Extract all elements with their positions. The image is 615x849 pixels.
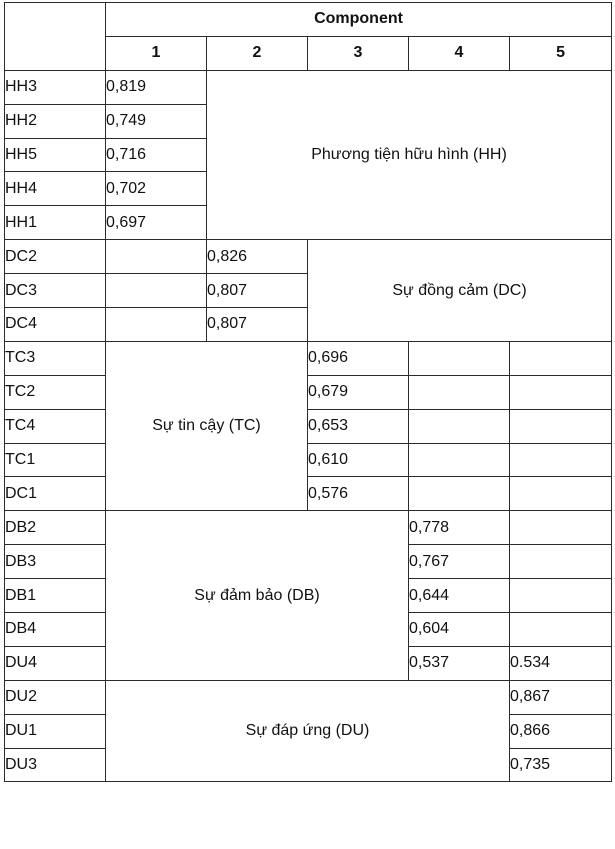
row-label: TC2 [5, 375, 106, 409]
empty-cell [510, 341, 612, 375]
empty-cell [409, 409, 510, 443]
loading-value: 0.534 [510, 646, 612, 680]
column-header-4: 4 [409, 36, 510, 70]
group-label-hh: Phương tiện hữu hình (HH) [207, 70, 612, 239]
loading-value: 0,807 [207, 308, 308, 342]
row-label: DU4 [5, 646, 106, 680]
loading-value: 0,749 [106, 104, 207, 138]
loading-value: 0,819 [106, 70, 207, 104]
table-row [5, 511, 612, 545]
row-label: DU1 [5, 714, 106, 748]
loading-value: 0,610 [308, 443, 409, 477]
empty-cell [510, 613, 612, 647]
table-row [5, 341, 612, 375]
empty-cell [510, 477, 612, 511]
row-label: TC3 [5, 341, 106, 375]
loading-value: 0,702 [106, 172, 207, 206]
loading-value: 0,679 [308, 375, 409, 409]
empty-cell [510, 375, 612, 409]
table-row [5, 70, 612, 104]
loading-value: 0,735 [510, 748, 612, 782]
column-header-2: 2 [207, 36, 308, 70]
corner-cell [5, 3, 106, 71]
loading-value: 0,826 [207, 240, 308, 274]
empty-cell [409, 477, 510, 511]
loading-value: 0,716 [106, 138, 207, 172]
row-label: DB3 [5, 545, 106, 579]
loading-value: 0,807 [207, 274, 308, 308]
empty-cell [409, 341, 510, 375]
column-header-5: 5 [510, 36, 612, 70]
row-label: DC4 [5, 308, 106, 342]
table-row [5, 240, 612, 274]
rotated-component-matrix [4, 2, 612, 782]
empty-cell [510, 579, 612, 613]
group-label-tc: Sự tin cậy (TC) [106, 341, 308, 510]
row-label: DB2 [5, 511, 106, 545]
empty-cell [106, 274, 207, 308]
row-label: TC1 [5, 443, 106, 477]
row-label: DU2 [5, 680, 106, 714]
empty-cell [106, 308, 207, 342]
empty-cell [510, 443, 612, 477]
loading-value: 0,867 [510, 680, 612, 714]
empty-cell [409, 375, 510, 409]
loading-value: 0,653 [308, 409, 409, 443]
table-row [5, 477, 612, 511]
component-header: Component [106, 3, 612, 37]
empty-cell [106, 240, 207, 274]
table-row [5, 680, 612, 714]
row-label: DB1 [5, 579, 106, 613]
row-label: HH3 [5, 70, 106, 104]
loading-value: 0,537 [409, 646, 510, 680]
row-label: HH5 [5, 138, 106, 172]
row-label: HH4 [5, 172, 106, 206]
empty-cell [510, 545, 612, 579]
table-row [5, 443, 612, 477]
row-label: DC1 [5, 477, 106, 511]
group-label-du: Sự đáp ứng (DU) [106, 680, 510, 782]
row-label: TC4 [5, 409, 106, 443]
loading-value: 0,697 [106, 206, 207, 240]
empty-cell [510, 409, 612, 443]
group-label-db: Sự đảm bảo (DB) [106, 511, 409, 680]
row-label: DB4 [5, 613, 106, 647]
row-label: DC3 [5, 274, 106, 308]
row-label: DC2 [5, 240, 106, 274]
loading-value: 0,644 [409, 579, 510, 613]
column-header-1: 1 [106, 36, 207, 70]
row-label: DU3 [5, 748, 106, 782]
table-row [5, 375, 612, 409]
column-header-3: 3 [308, 36, 409, 70]
table-row [5, 409, 612, 443]
loading-value: 0,696 [308, 341, 409, 375]
loading-value: 0,778 [409, 511, 510, 545]
row-label: HH2 [5, 104, 106, 138]
group-label-dc: Sự đồng cảm (DC) [308, 240, 612, 342]
empty-cell [510, 511, 612, 545]
loading-value: 0,866 [510, 714, 612, 748]
row-label: HH1 [5, 206, 106, 240]
loading-value: 0,767 [409, 545, 510, 579]
loading-value: 0,576 [308, 477, 409, 511]
empty-cell [409, 443, 510, 477]
loading-value: 0,604 [409, 613, 510, 647]
header-row-group [5, 3, 612, 37]
